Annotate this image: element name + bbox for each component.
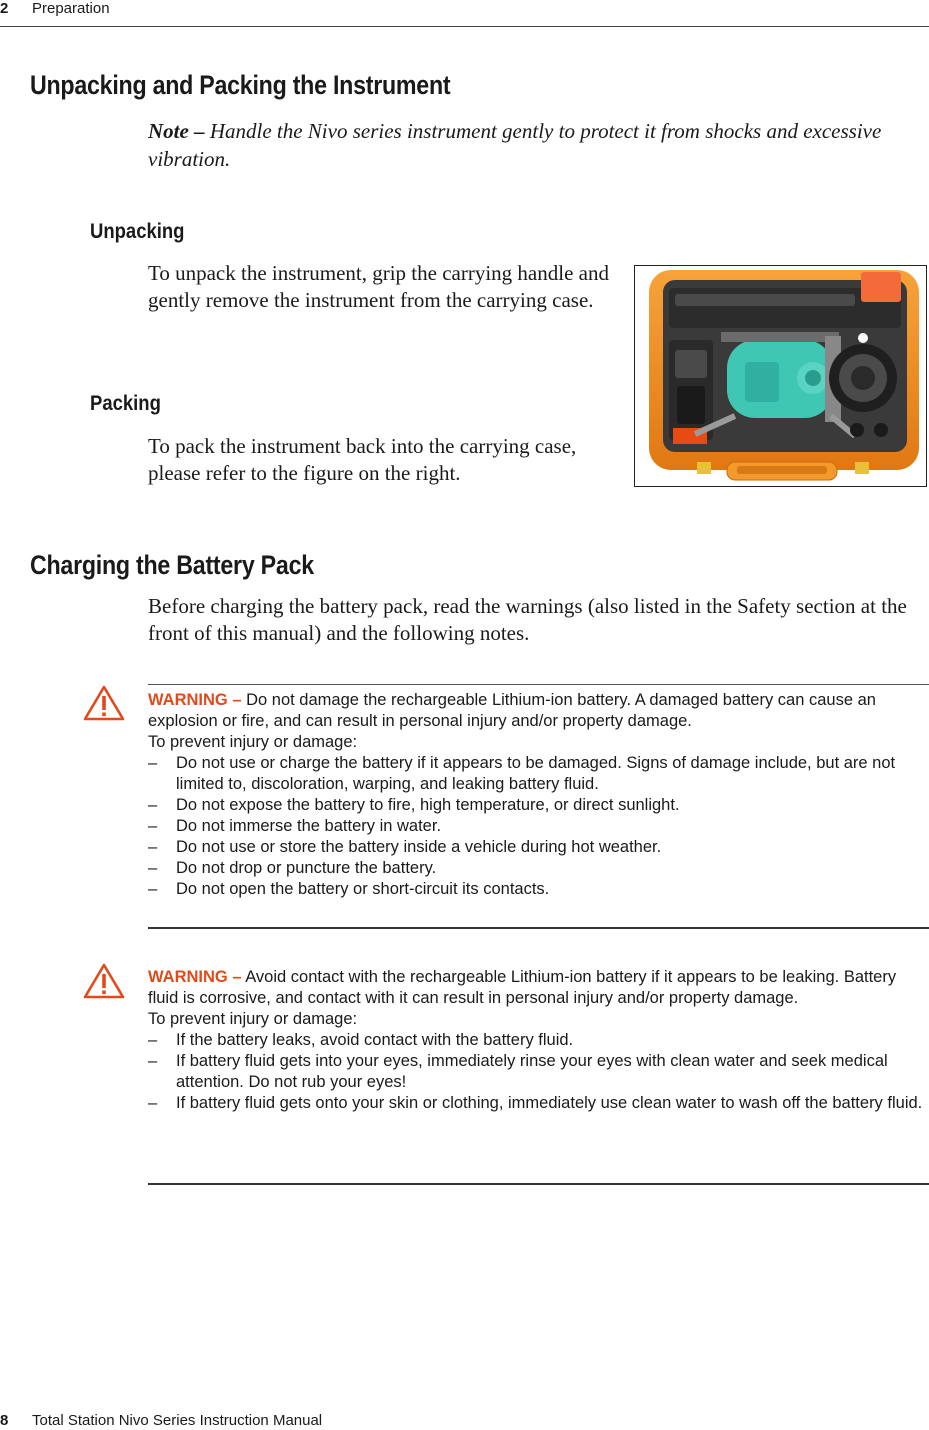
header-page-number: 2 bbox=[0, 0, 9, 17]
warning1-top-rule bbox=[148, 684, 929, 685]
page-header bbox=[0, 0, 929, 27]
warning1-bottom-rule bbox=[148, 927, 929, 929]
carrying-case-photo bbox=[634, 265, 927, 487]
footer-manual-title: Total Station Nivo Series Instruction Manual bbox=[32, 1412, 323, 1429]
warning2-text bbox=[148, 967, 929, 1009]
subheading-packing: Packing bbox=[90, 392, 161, 415]
warning2-block bbox=[148, 967, 929, 1114]
footer-page-number: 8 bbox=[0, 1412, 9, 1429]
list-item: – Do not use or store the battery inside a vehicle during hot weather. bbox=[148, 838, 662, 856]
unpacking-body: To unpack the instrument, grip the carrying handle and gently remove the instrument from the carrying case. bbox=[148, 261, 609, 312]
warning2-prevent: To prevent injury or damage: bbox=[148, 1010, 358, 1028]
warning1-text bbox=[148, 690, 929, 732]
warning1-label: WARNING – bbox=[148, 691, 242, 709]
subheading-unpacking: Unpacking bbox=[90, 220, 185, 243]
warning2-label: WARNING – bbox=[148, 968, 242, 986]
warning2-body: Avoid contact with the rechargeable Lithium-ion battery if it appears to be leaking. Battery fluid is corrosive, and contact with it can result in personal injury and/or property damage. bbox=[148, 968, 897, 1007]
warning2-bottom-rule bbox=[148, 1183, 929, 1185]
list-item: – If battery fluid gets into your eyes, immediately rinse your eyes with clean water and seek medical attention. Do not rub your eyes! bbox=[148, 1052, 888, 1091]
list-item: – Do not expose the battery to fire, high temperature, or direct sunlight. bbox=[148, 796, 680, 814]
list-item: – Do not open the battery or short-circuit its contacts. bbox=[148, 880, 550, 898]
caution-triangle-icon bbox=[82, 962, 126, 1000]
note-paragraph bbox=[148, 117, 908, 173]
list-item: – If the battery leaks, avoid contact with the battery fluid. bbox=[148, 1031, 574, 1049]
charging-intro: Before charging the battery pack, read the warnings (also listed in the Safety section at the front of this manual) and the following notes. bbox=[148, 594, 907, 645]
warning1-list bbox=[148, 753, 929, 900]
warning2-list bbox=[148, 1030, 929, 1114]
note-text: Handle the Nivo series instrument gently to protect it from shocks and excessive vibration. bbox=[148, 119, 882, 171]
section-title-unpacking-packing: Unpacking and Packing the Instrument bbox=[30, 70, 451, 100]
warning1-prevent: To prevent injury or damage: bbox=[148, 733, 358, 751]
list-item: – Do not immerse the battery in water. bbox=[148, 817, 442, 835]
warning1-block bbox=[148, 690, 929, 900]
warning1-body: Do not damage the rechargeable Lithium-ion battery. A damaged battery can cause an explosion or fire, and can result in personal injury and/or property damage. bbox=[148, 691, 876, 730]
note-label: Note – bbox=[148, 119, 205, 143]
list-item: – If battery fluid gets onto your skin or clothing, immediately use clean water to wash off the battery fluid. bbox=[148, 1094, 923, 1112]
packing-body: To pack the instrument back into the carrying case, please refer to the figure on the right. bbox=[148, 434, 577, 485]
header-chapter: Preparation bbox=[32, 0, 110, 17]
list-item: – Do not drop or puncture the battery. bbox=[148, 859, 437, 877]
section-title-charging: Charging the Battery Pack bbox=[30, 550, 314, 580]
caution-triangle-icon bbox=[82, 684, 126, 722]
list-item: – Do not use or charge the battery if it appears to be damaged. Signs of damage include, but are not limited to, discoloration, warping, and leaking battery fluid. bbox=[148, 754, 896, 793]
